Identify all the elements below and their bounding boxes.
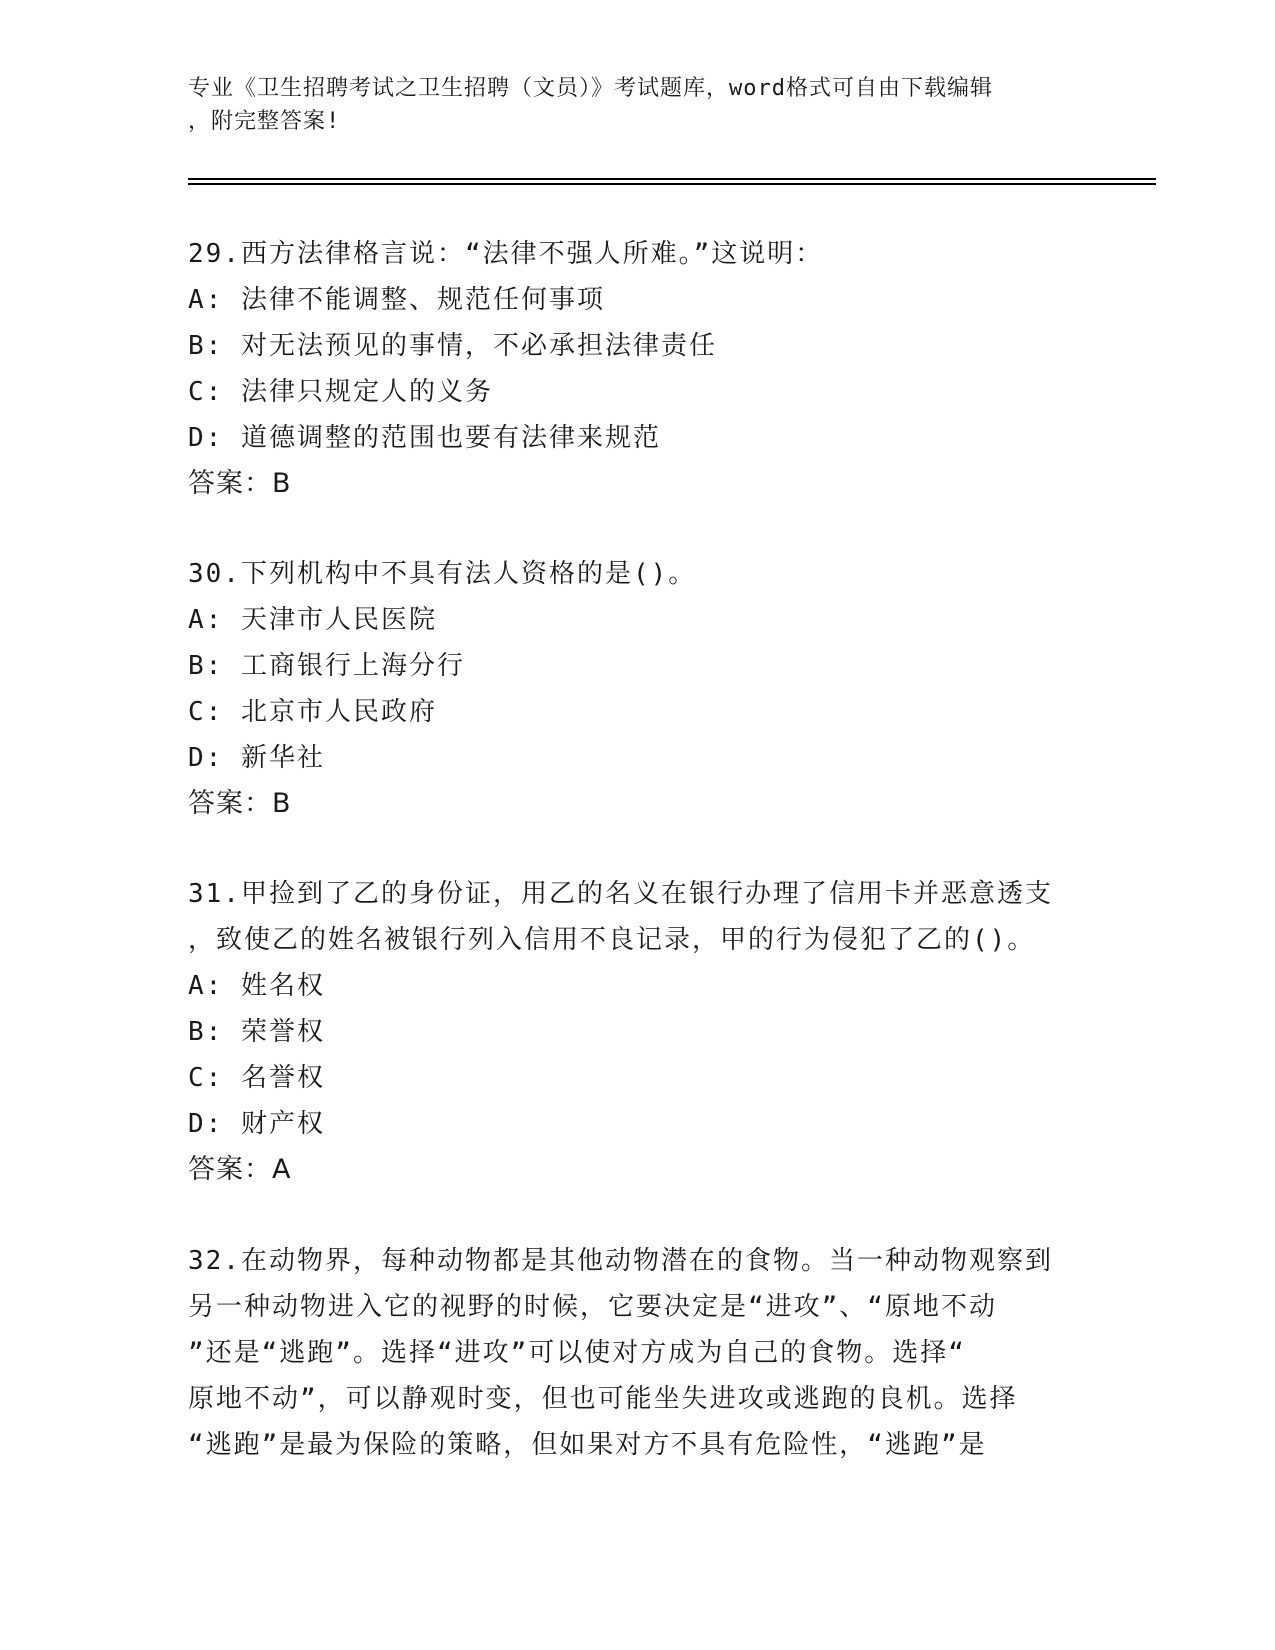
question-29 xyxy=(188,231,1088,507)
question-stem-line-5: “逃跑”是最为保险的策略，但如果对方不具有危险性，“逃跑”是 xyxy=(188,1430,987,1460)
document-header xyxy=(188,72,1088,138)
option-b: B: 工商银行上海分行 xyxy=(188,651,465,681)
option-c: C: 北京市人民政府 xyxy=(188,697,437,727)
option-a: A: 天津市人民医院 xyxy=(188,605,437,635)
question-stem-line-2: ，致使乙的姓名被银行列入信用不良记录，甲的行为侵犯了乙的()。 xyxy=(188,925,1036,955)
option-d: D: 财产权 xyxy=(188,1109,325,1139)
option-d: D: 新华社 xyxy=(188,743,325,773)
question-stem: 29.西方法律格言说：“法律不强人所难。”这说明： xyxy=(188,239,824,269)
question-32 xyxy=(188,1238,1088,1468)
answer-label: 答案：B xyxy=(188,788,292,819)
option-c: C: 名誉权 xyxy=(188,1063,325,1093)
answer-label: 答案：B xyxy=(188,468,292,499)
header-divider-top xyxy=(188,178,1156,180)
question-stem: 30.下列机构中不具有法人资格的是()。 xyxy=(188,559,697,589)
question-stem-line-4: 原地不动”，可以静观时变，但也可能坐失进攻或逃跑的良机。选择 xyxy=(188,1384,1018,1414)
option-b: B: 对无法预见的事情，不必承担法律责任 xyxy=(188,331,717,361)
option-c: C: 法律只规定人的义务 xyxy=(188,377,493,407)
question-stem-line-1: 32.在动物界，每种动物都是其他动物潜在的食物。当一种动物观察到 xyxy=(188,1246,1053,1276)
header-line-1: 专业《卫生招聘考试之卫生招聘（文员）》考试题库，word格式可自由下载编辑 xyxy=(188,76,993,101)
option-d: D: 道德调整的范围也要有法律来规范 xyxy=(188,423,661,453)
option-a: A: 法律不能调整、规范任何事项 xyxy=(188,285,605,315)
question-31 xyxy=(188,871,1088,1193)
question-stem-line-2: 另一种动物进入它的视野的时候，它要决定是“进攻”、“原地不动 xyxy=(188,1292,997,1322)
header-line-2: ，附完整答案! xyxy=(188,109,341,134)
question-stem-line-3: ”还是“逃跑”。选择“进攻”可以使对方成为自己的食物。选择“ xyxy=(188,1338,966,1368)
answer-label: 答案：A xyxy=(188,1154,292,1185)
question-stem-line-1: 31.甲捡到了乙的身份证，用乙的名义在银行办理了信用卡并恶意透支 xyxy=(188,879,1053,909)
option-a: A: 姓名权 xyxy=(188,971,325,1001)
header-divider-bottom xyxy=(188,183,1156,185)
question-30 xyxy=(188,551,1088,827)
option-b: B: 荣誉权 xyxy=(188,1017,325,1047)
